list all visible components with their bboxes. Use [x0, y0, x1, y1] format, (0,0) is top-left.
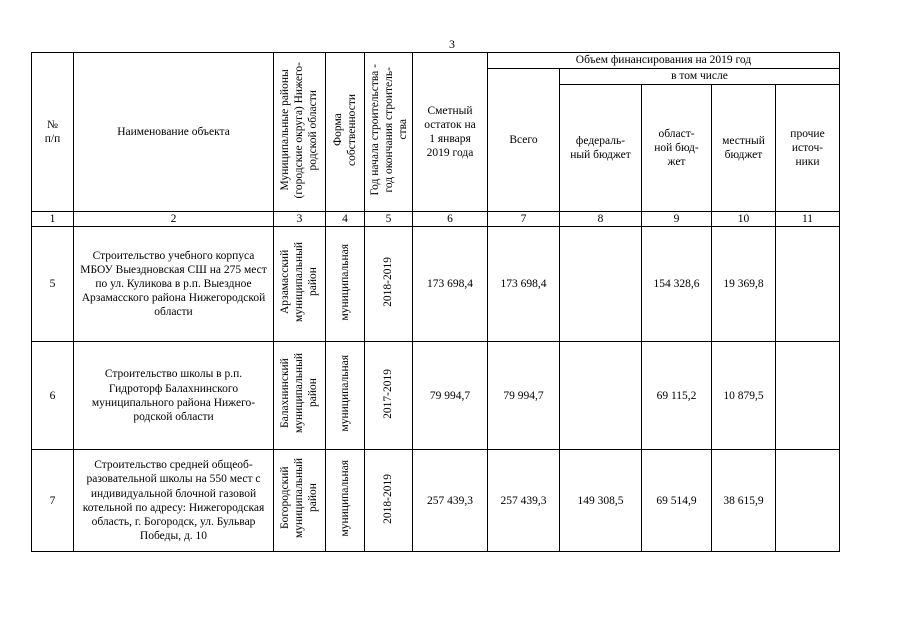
header-num: № п/п	[32, 53, 74, 212]
header-years: Год начала строительства - год окончания строитель- ства	[369, 64, 410, 196]
row-name: Строительство школы в р.п. Гидроторф Балахнинского муниципального района Нижегородской области	[74, 342, 274, 450]
row-district: Балахнинский муниципальный район	[279, 353, 320, 434]
header-other: прочие источ- ники	[776, 85, 840, 212]
row-district: Арзамасский муниципальный район	[279, 241, 320, 323]
row-regional: 154 328,6	[642, 227, 712, 342]
row-estimate: 79 994,7	[413, 342, 488, 450]
column-number: 10	[712, 212, 776, 227]
column-number: 1	[32, 212, 74, 227]
header-estimate: Сметный остаток на 1 января 2019 года	[413, 53, 488, 212]
column-number: 11	[776, 212, 840, 227]
row-regional: 69 115,2	[642, 342, 712, 450]
row-federal	[560, 342, 642, 450]
row-num: 7	[32, 450, 74, 552]
financing-table	[31, 52, 840, 552]
row-name: Строительство средней общеобразовательной школы на 550 мест с индивидуальной блочной газовой котельной по адресу: Нижегородская область, г. Богородск, ул. Бульвар Победы, д. 10	[74, 450, 274, 552]
row-regional: 69 514,9	[642, 450, 712, 552]
row-local: 38 615,9	[712, 450, 776, 552]
header-local: местный бюджет	[712, 85, 776, 212]
header-including-group: в том числе	[560, 69, 840, 85]
row-federal	[560, 227, 642, 342]
column-number: 7	[488, 212, 560, 227]
table-row	[32, 227, 840, 342]
column-number: 3	[274, 212, 326, 227]
row-local: 19 369,8	[712, 227, 776, 342]
column-number: 4	[326, 212, 365, 227]
row-federal: 149 308,5	[560, 450, 642, 552]
row-local: 10 879,5	[712, 342, 776, 450]
page-number: 3	[449, 37, 455, 51]
row-years: 2017-2019	[382, 368, 395, 419]
row-num: 6	[32, 342, 74, 450]
header-regional: област- ной бюд- жет	[642, 85, 712, 212]
row-district: Богородский муниципальный район	[279, 458, 320, 539]
row-other	[776, 450, 840, 552]
header-name: Наименование объекта	[74, 53, 274, 212]
row-name: Строительство учебного корпуса МБОУ Выездновская СШ на 275 мест по ул. Куликова в р.п. Выездное Арзамасского района Нижегородской области	[74, 227, 274, 342]
header-funding-group: Объем финансирования на 2019 год	[488, 53, 840, 69]
header-district: Муниципальные районы (городские округа) Нижего- родской области	[279, 61, 320, 199]
column-number: 5	[365, 212, 413, 227]
header-ownership: Форма собственности	[331, 94, 358, 166]
row-years: 2018-2019	[382, 473, 395, 524]
row-total: 257 439,3	[488, 450, 560, 552]
row-ownership: муниципальная	[338, 243, 351, 321]
column-number: 9	[642, 212, 712, 227]
row-total: 173 698,4	[488, 227, 560, 342]
table-row	[32, 342, 840, 450]
row-years: 2018-2019	[382, 257, 395, 307]
row-estimate: 173 698,4	[413, 227, 488, 342]
row-other	[776, 342, 840, 450]
row-other	[776, 227, 840, 342]
row-estimate: 257 439,3	[413, 450, 488, 552]
row-total: 79 994,7	[488, 342, 560, 450]
column-number: 6	[413, 212, 488, 227]
table-row	[32, 450, 840, 552]
row-num: 5	[32, 227, 74, 342]
row-ownership: муниципальная	[338, 355, 351, 432]
row-ownership: муниципальная	[338, 460, 351, 537]
header-federal: федераль- ный бюджет	[560, 85, 642, 212]
column-number: 8	[560, 212, 642, 227]
header-total: Всего	[488, 69, 560, 212]
column-number: 2	[74, 212, 274, 227]
